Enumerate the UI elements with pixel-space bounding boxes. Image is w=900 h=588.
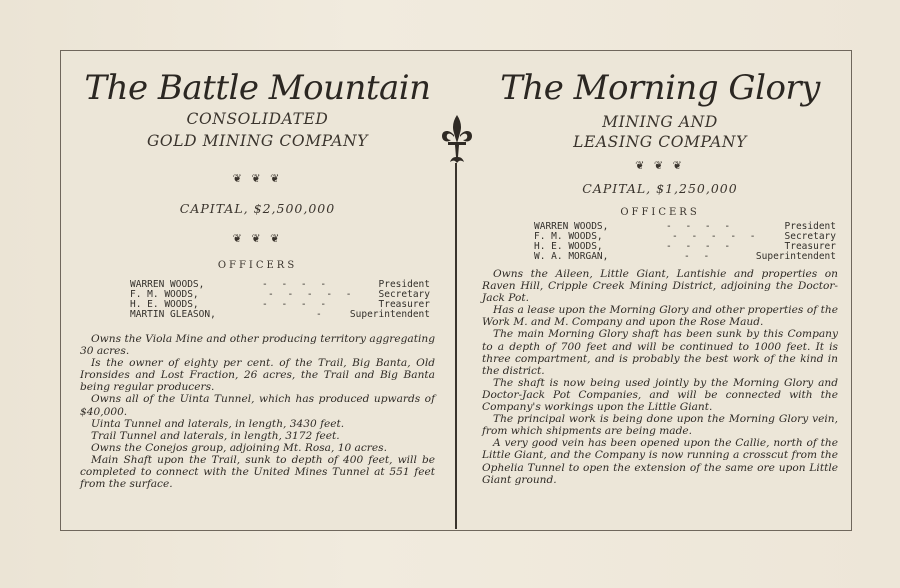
battle-mountain-subtitle-2: GOLD MINING COMPANY (146, 132, 369, 150)
officer-row (534, 221, 836, 231)
officer-dashes: - - - - (262, 299, 331, 310)
description-paragraph: A very good vein has been opened upon the Callie, north of the Little Giant, and the Company is now running a crosscut from the Ophelia Tunnel to open the extension of the same ore upon Little Giant ground. (482, 437, 838, 486)
description-paragraph: Owns the Aileen, Little Giant, Lantishie and properties on Raven Hill, Cripple Creek Mining District, adjoining the Doctor-Jack Pot. (482, 268, 838, 305)
officer-dashes: - (316, 309, 326, 320)
officer-dashes: - - - - (666, 221, 735, 232)
fleur-de-lis-icon (439, 113, 475, 165)
officer-dashes: - - - - - (268, 289, 356, 300)
officer-name: MARTIN GLEASON, (130, 309, 216, 320)
description-paragraph: Uinta Tunnel and laterals, in length, 3430 feet. (91, 417, 345, 430)
officer-dashes: - - - - (666, 241, 735, 252)
column-divider (455, 163, 457, 529)
officer-row (534, 231, 836, 241)
officer-row (534, 241, 836, 251)
description-paragraph: Is the owner of eighty per cent. of the Trail, Big Banta, Old Ironsides and Lost Fraction, 26 acres, the Trail and Big Banta being regular producers. (80, 357, 435, 394)
officer-role: Superintendent (755, 251, 836, 262)
officer-name: H. E. WOODS, (534, 241, 603, 252)
officer-dashes: - - - - - (672, 231, 760, 242)
officer-role: President (784, 221, 836, 232)
officer-row (534, 251, 836, 261)
officer-dashes: - - - - (262, 279, 331, 290)
officer-row (130, 289, 430, 299)
officer-name: WARREN WOODS, (534, 221, 609, 232)
description-paragraph: Owns all of the Uinta Tunnel, which has produced upwards of $40,000. (80, 393, 435, 418)
description-paragraph: Has a lease upon the Morning Glory and other properties of the Work M. and M. Company and upon the Rose Maud. (482, 304, 838, 329)
battle-mountain-description (80, 333, 435, 490)
officer-name: WARREN WOODS, (130, 279, 205, 290)
morning-glory-description (482, 268, 838, 486)
battle-mountain-title: The Battle Mountain (84, 68, 431, 108)
officers-heading: OFFICERS (217, 260, 298, 271)
officers-heading: OFFICERS (620, 207, 700, 218)
officer-role: Treasurer (378, 299, 430, 310)
description-paragraph: The main Morning Glory shaft has been sunk by this Company to a depth of 700 feet and will be continued to 1000 feet. It is three compartment, and is probably the best work of the kind in the district. (482, 328, 838, 377)
officer-row (130, 279, 430, 289)
description-paragraph: The principal work is being done upon the Morning Glory vein, from which shipments are being made. (482, 413, 838, 438)
officer-dashes: - - (684, 251, 714, 262)
officer-role: Secretary (378, 289, 430, 300)
description-paragraph: Trail Tunnel and laterals, in length, 3172 feet. (91, 429, 340, 442)
officer-name: F. M. WOODS, (534, 231, 603, 242)
officer-name: W. A. MORGAN, (534, 251, 609, 262)
description-paragraph: The shaft is now being used jointly by the Morning Glory and Doctor-Jack Pot Companies, and will be connected with the Company's workings upon the Little Giant. (482, 376, 838, 414)
morning-glory-title: The Morning Glory (500, 68, 820, 108)
battle-mountain-subtitle-1: CONSOLIDATED (186, 110, 329, 128)
battle-mountain-capital: CAPITAL, $2,500,000 (179, 201, 336, 216)
description-paragraph: Owns the Conejos group, adjoining Mt. Rosa, 10 acres. (91, 441, 387, 454)
officer-role: Secretary (784, 231, 836, 242)
morning-glory-subtitle-2: LEASING COMPANY (573, 133, 747, 151)
ornament-divider: ❦ ❦ ❦ (232, 232, 283, 245)
officer-name: F. M. WOODS, (130, 289, 199, 300)
officer-row (130, 309, 430, 319)
ornament-divider: ❦ ❦ ❦ (232, 172, 283, 185)
officer-name: H. E. WOODS, (130, 299, 199, 310)
ornament-divider: ❦ ❦ ❦ (635, 159, 685, 172)
morning-glory-capital: CAPITAL, $1,250,000 (582, 181, 738, 196)
description-paragraph: Owns the Viola Mine and other producing territory aggregating 30 acres. (80, 333, 435, 358)
officer-row (130, 299, 430, 309)
description-paragraph: Main Shaft upon the Trail, sunk to depth of 400 feet, will be completed to connect with the United Mines Tunnel at 551 feet from the surface. (80, 453, 435, 491)
officer-role: Superintendent (349, 309, 430, 320)
officer-role: Treasurer (784, 241, 836, 252)
morning-glory-subtitle-1: MINING AND (602, 113, 718, 131)
officer-role: President (378, 279, 430, 290)
